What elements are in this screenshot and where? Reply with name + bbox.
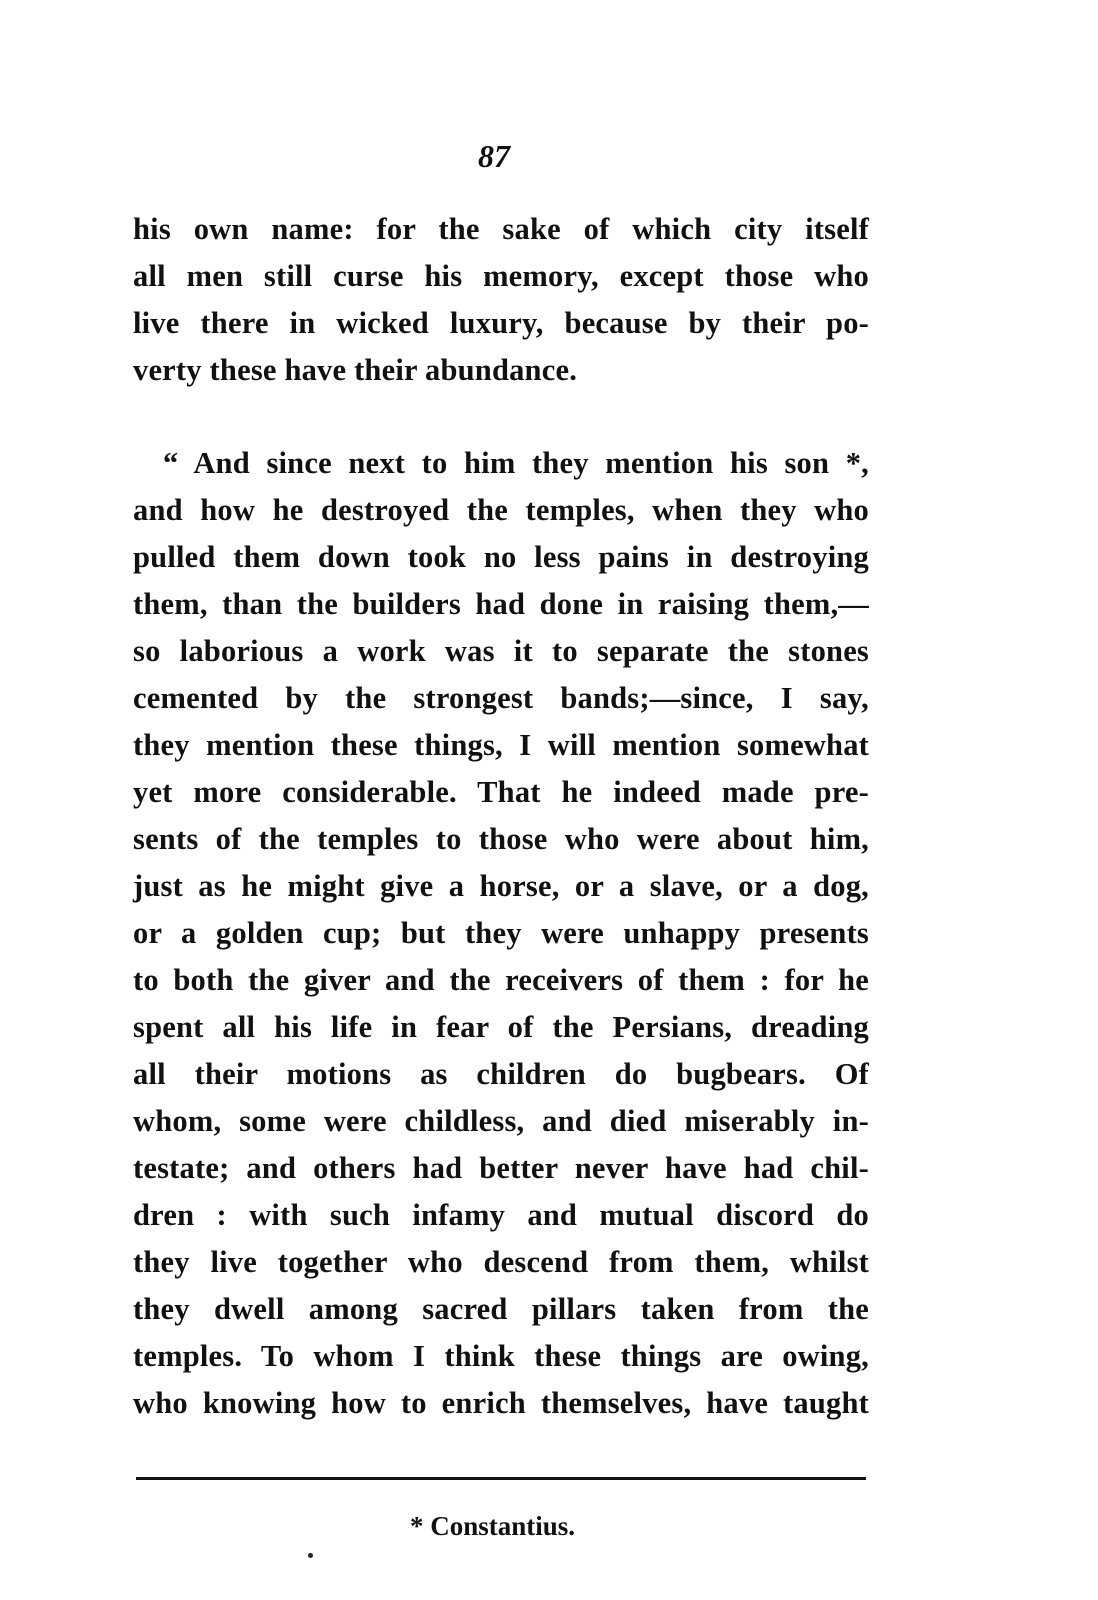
text-line: to both the giver and the receivers of them : for he: [133, 963, 869, 997]
text-line: them, than the builders had done in raising them,—: [133, 587, 869, 621]
text-line: pulled them down took no less pains in destroying: [133, 540, 869, 574]
text-line: live there in wicked luxury, because by their po-: [133, 306, 869, 340]
text-line: his own name: for the sake of which city itself: [133, 212, 869, 246]
paragraph-1: [133, 206, 869, 394]
paragraph-2: [133, 440, 869, 1427]
text-line: spent all his life in fear of the Persians, dreading: [133, 1010, 869, 1044]
text-line: testate; and others had better never have had chil-: [133, 1151, 869, 1185]
text-line: whom, some were childless, and died miserably in-: [133, 1104, 869, 1138]
text-line: all their motions as children do bugbears. Of: [133, 1057, 869, 1091]
text-line: and how he destroyed the temples, when they who: [133, 493, 869, 527]
text-line: sents of the temples to those who were about him,: [133, 822, 869, 856]
text-line: so laborious a work was it to separate the stones: [133, 634, 869, 668]
text-line: they live together who descend from them, whilst: [133, 1245, 869, 1279]
footnote-divider: [136, 1477, 866, 1480]
text-line: “ And since next to him they mention his son *,: [163, 446, 869, 480]
text-line: or a golden cup; but they were unhappy presents: [133, 916, 869, 950]
text-line: cemented by the strongest bands;—since, I say,: [133, 681, 869, 715]
text-line: yet more considerable. That he indeed made pre-: [133, 775, 869, 809]
page-number: 87: [478, 138, 510, 174]
text-line: they mention these things, I will mention somewhat: [133, 728, 869, 762]
text-line: they dwell among sacred pillars taken from the: [133, 1292, 869, 1326]
text-line: temples. To whom I think these things are owing,: [133, 1339, 869, 1373]
scan-speck: [308, 1553, 313, 1558]
text-line: dren : with such infamy and mutual discord do: [133, 1198, 869, 1232]
footnote: * Constantius.: [410, 1511, 576, 1541]
text-line: all men still curse his memory, except those who: [133, 259, 869, 293]
text-line: verty these have their abundance.: [133, 353, 578, 387]
text-line: just as he might give a horse, or a slave, or a dog,: [133, 869, 869, 903]
text-line: who knowing how to enrich themselves, have taught: [133, 1386, 869, 1420]
